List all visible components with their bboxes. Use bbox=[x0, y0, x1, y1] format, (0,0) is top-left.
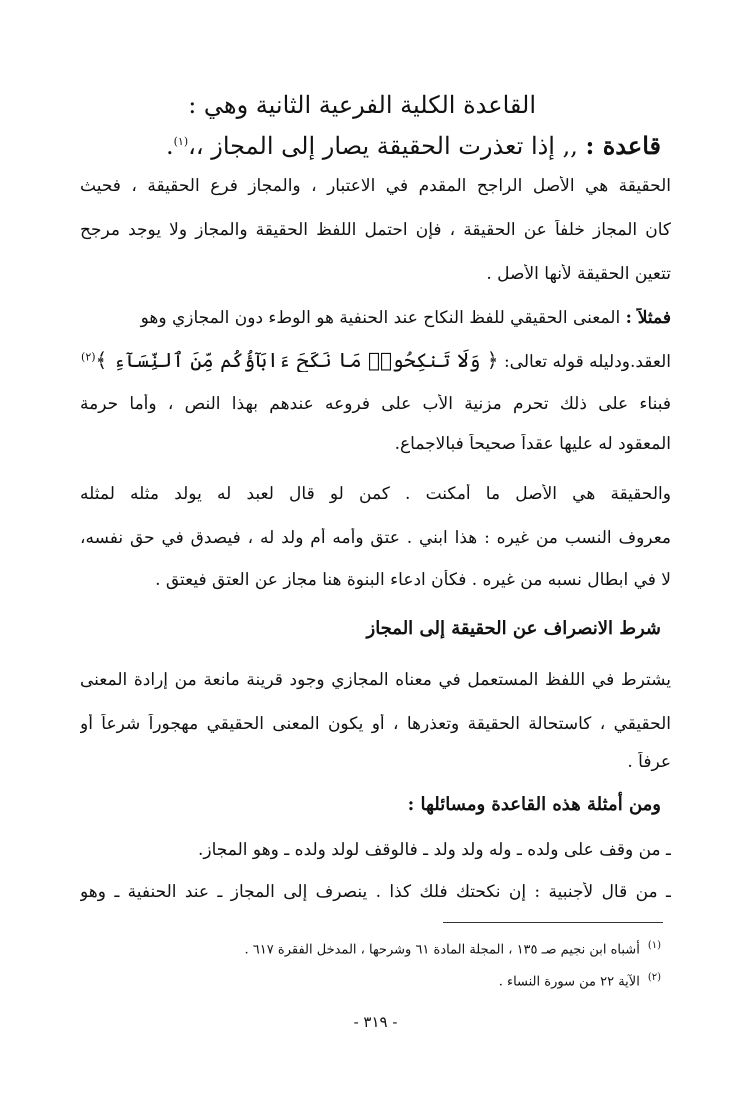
example-label: فمثلاً : bbox=[625, 308, 671, 328]
paragraph-1-line-2: كان المجاز خلفاً عن الحقيقة ، فإن احتمل اللفظ الحقيقة والمجاز ولا يوجد مرجح bbox=[80, 220, 671, 240]
footnote-ref-1: (١) bbox=[173, 135, 189, 148]
footnote-ref-2: (٢) bbox=[81, 350, 96, 364]
section-heading-condition: شرط الانصراف عن الحقيقة إلى المجاز bbox=[366, 618, 661, 639]
rule-statement: قاعدة : ,, إذا تعذرت الحقيقة يصار إلى المجاز ،،$^{(١)}$. bbox=[165, 131, 661, 160]
section-1-line-3: عرفاً . bbox=[627, 752, 671, 772]
footnote-2-number: (٢) bbox=[647, 972, 661, 983]
paragraph-1-line-3: تتعين الحقيقة لأنها الأصل . bbox=[486, 264, 671, 284]
quran-verse: ﴿ وَلَا تَنكِحُوا۟ مَا نَكَحَ ءَابَآؤُكُم مِّنَ ٱلنِّسَآءِ ﴾ bbox=[95, 348, 499, 372]
paragraph-3-line-2: المعقود له عليها عقداً صحيحاً فبالاجماع. bbox=[394, 434, 671, 454]
paragraph-2-line-2 bbox=[80, 348, 671, 372]
paragraph-2-line-1 bbox=[80, 308, 671, 328]
footnote-1-number: (١) bbox=[647, 940, 661, 951]
footnote-1 bbox=[245, 940, 661, 957]
example-item-2: ـ من قال لأجنبية : إن نكحتك فلك كذا . ينصرف إلى المجاز ـ عند الحنفية ـ وهو bbox=[80, 882, 671, 902]
evidence-text: العقد.ودليله قوله تعالى: bbox=[503, 352, 671, 372]
footnote-divider bbox=[443, 922, 663, 923]
section-heading-examples: ومن أمثلة هذه القاعدة ومسائلها : bbox=[407, 794, 661, 815]
paragraph-4-line-2: معروف النسب من غيره : هذا ابني . عتق وأمه أم ولد له ، فيصدق في حق نفسه، bbox=[80, 528, 671, 548]
footnote-2 bbox=[499, 972, 661, 989]
paragraph-4-line-3: لا في ابطال نسبه من غيره . فكأن ادعاء البنوة هنا مجاز عن العتق فيعتق . bbox=[155, 570, 671, 590]
rule-text: ,, إذا تعذرت الحقيقة يصار إلى المجاز ،، bbox=[188, 132, 578, 160]
footnote-2-text: الآية ٢٢ من سورة النساء . bbox=[498, 974, 640, 990]
section-1-line-2: الحقيقي ، كاستحالة الحقيقة وتعذرها ، أو يكون المعنى الحقيقي مهجوراً شرعاً أو bbox=[80, 714, 671, 734]
example-text: المعنى الحقيقي للفظ النكاح عند الحنفية هو الوطء دون المجازي وهو bbox=[140, 308, 621, 328]
paragraph-1-line-1: الحقيقة هي الأصل الراجح المقدم في الاعتبار ، والمجاز فرع الحقيقة ، فحيث bbox=[80, 176, 671, 196]
rule-label: قاعدة : bbox=[585, 131, 661, 160]
example-item-1: ـ من وقف على ولده ـ وله ولد ولد ـ فالوقف لولد ولده ـ وهو المجاز. bbox=[198, 840, 671, 860]
section-1-line-1: يشترط في اللفظ المستعمل في معناه المجازي وجود قرينة مانعة من إرادة المعنى bbox=[80, 670, 671, 690]
paragraph-4-line-1: والحقيقة هي الأصل ما أمكنت . كمن لو قال لعبد له يولد مثله لمثله bbox=[80, 484, 671, 504]
page-title: القاعدة الكلية الفرعية الثانية وهي : bbox=[188, 91, 536, 119]
footnote-1-text: أشباه ابن نجيم صـ ١٣٥ ، المجلة المادة ٦١ وشرحها ، المدخل الفقرة ٦١٧ . bbox=[244, 942, 640, 958]
page-number: - ٣١٩ - bbox=[353, 1013, 398, 1031]
paragraph-3-line-1: فبناء على ذلك تحرم مزنية الأب على فروعه عندهم بهذا النص ، وأما حرمة bbox=[80, 394, 671, 414]
